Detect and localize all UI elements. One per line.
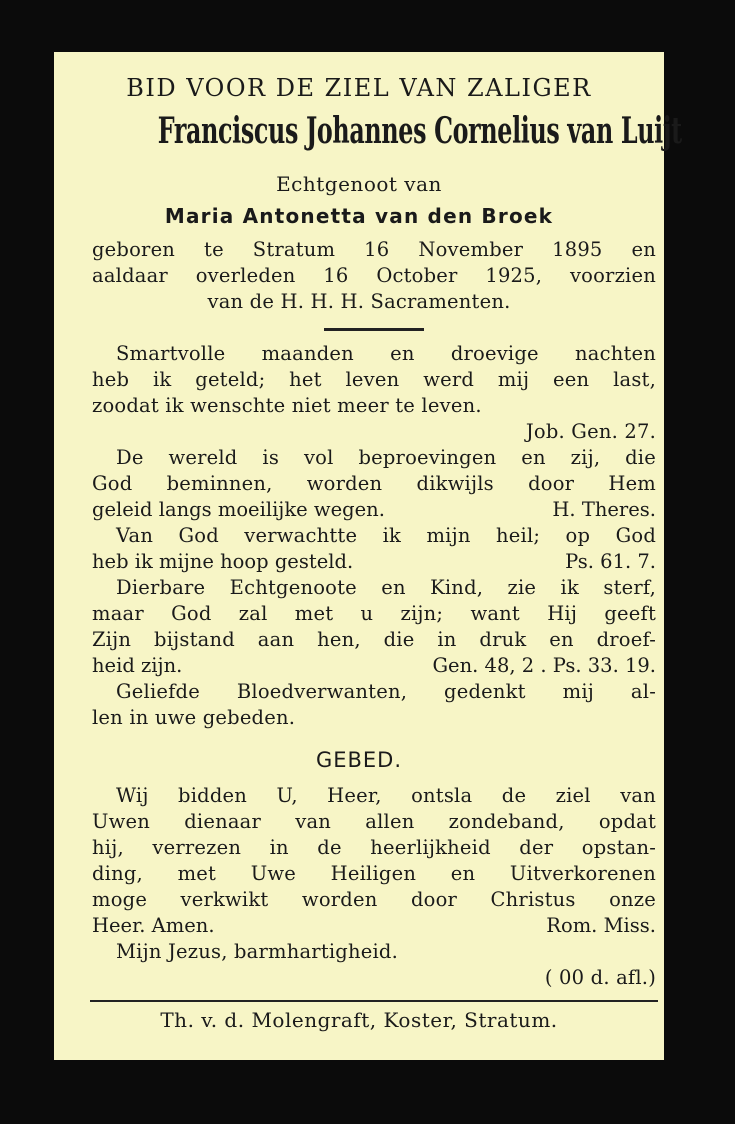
biography-line-1: geboren te Stratum 16 November 1895 en [92,238,656,261]
quote3-last-row [54,550,664,573]
quote2-last-line: geleid langs moeilijke wegen. [92,498,385,521]
quote4-line-3: Zijn bijstand aan hen, die in druk en droef- [92,628,656,651]
prayer-last-row [54,914,664,937]
deceased-name: Franciscus Johannes Cornelius van Luijt [157,110,682,152]
quote4-line-2: maar God zal met u zijn; want Hij geeft [92,602,656,625]
quote2-last-row [54,498,664,521]
quote5-line-1: Geliefde Bloedverwanten, gedenkt mij al- [116,680,656,703]
quote4-line-1: Dierbare Echtgenoote en Kind, zie ik sterf, [116,576,656,599]
quote2-source: H. Theres. [552,498,656,521]
prayer-line-5: moge verkwikt worden door Christus onze [92,888,656,911]
divider-short [324,328,424,331]
quote3-last-line: heb ik mijne hoop gesteld. [92,550,354,573]
prayer-heading: GEBED. [315,748,403,772]
invocation: Mijn Jezus, barmhartigheid. [116,940,398,963]
spouse-intro: Echtgenoot van [276,172,442,196]
biography-line-2: aaldaar overleden 16 October 1925, voorzien [92,264,656,287]
prayer-request-heading: BID VOOR DE ZIEL VAN ZALIGER [126,74,592,102]
printer-credit: Th. v. d. Molengraft, Koster, Stratum. [160,1008,558,1032]
quote3-source: Ps. 61. 7. [565,550,656,573]
biography-line-3: van de H. H. H. Sacramenten. [207,290,511,313]
prayer-line-2: Uwen dienaar van allen zondeband, opdat [92,810,656,833]
quote1-line-2: heb ik geteld; het leven werd mij een last, [92,368,656,391]
quote1-source: Job. Gen. 27. [525,420,656,443]
quote1-line-1: Smartvolle maanden en droevige nachten [116,342,656,365]
quote4-source: Gen. 48, 2 . Ps. 33. 19. [432,654,656,677]
quote4-last-row [54,654,664,677]
memorial-card [54,52,682,1060]
prayer-source: Rom. Miss. [546,914,656,937]
spouse-name: Maria Antonetta van den Broek [164,204,554,228]
prayer-line-4: ding, met Uwe Heiligen en Uitverkorenen [92,862,656,885]
quote2-line-1: De wereld is vol beproevingen en zij, die [116,446,656,469]
prayer-line-1: Wij bidden U, Heer, ontsla de ziel van [116,784,656,807]
quote2-line-2: God beminnen, worden dikwijls door Hem [92,472,656,495]
quote4-last-line: heid zijn. [92,654,183,677]
prayer-line-3: hij, verrezen in de heerlijkheid der opstan- [92,836,656,859]
prayer-last-line: Heer. Amen. [92,914,215,937]
quote1-line-3: zoodat ik wenschte niet meer te leven. [92,394,482,417]
quote5-line-2: len in uwe gebeden. [92,706,296,729]
quote3-line-1: Van God verwachtte ik mijn heil; op God [116,524,656,547]
divider-footer [90,1000,658,1002]
indulgence: ( 00 d. afl.) [544,966,656,989]
